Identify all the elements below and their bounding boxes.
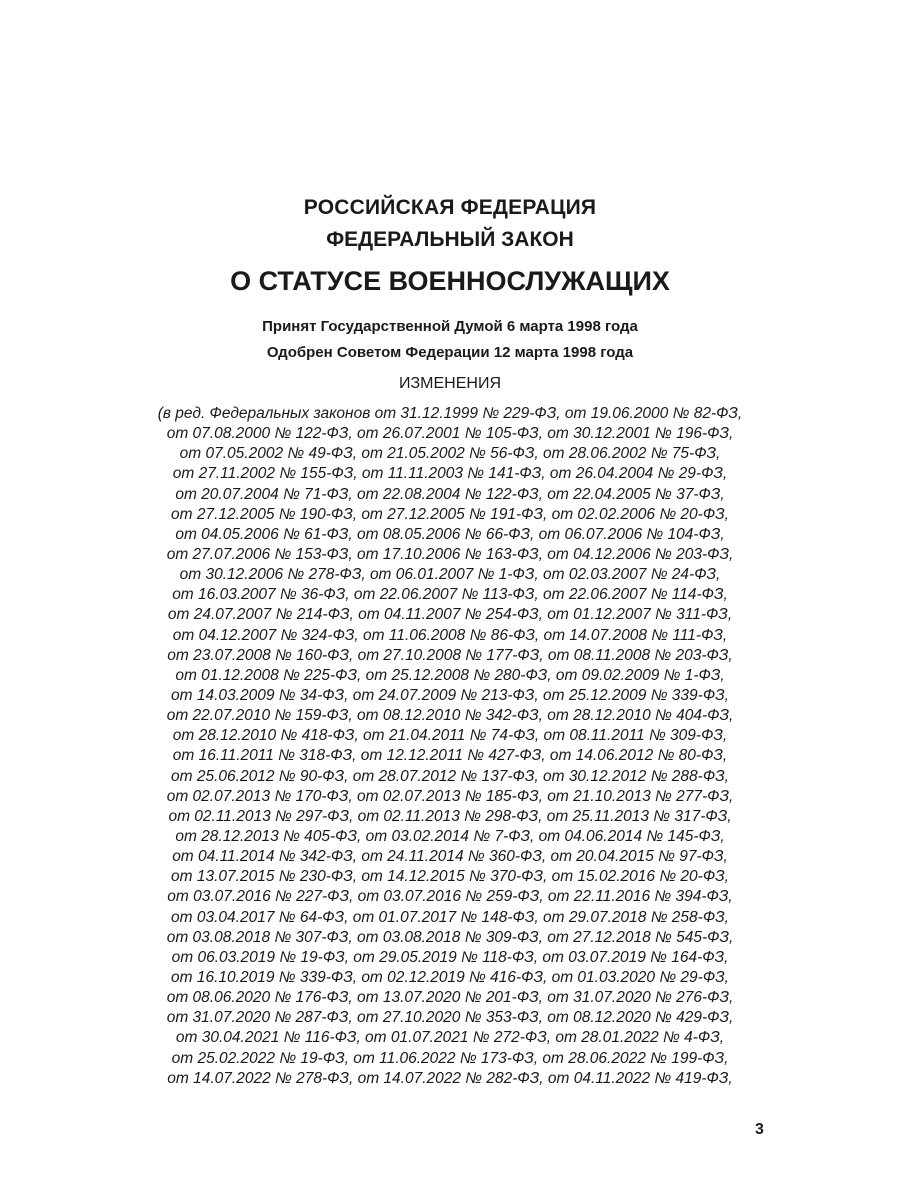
law-title: О СТАТУСЕ ВОЕННОСЛУЖАЩИХ bbox=[230, 266, 670, 296]
amendment-line: от 31.07.2020 № 287-ФЗ, от 27.10.2020 № 353-ФЗ, от 08.12.2020 № 429-ФЗ, bbox=[166, 1009, 734, 1027]
amendment-line: от 28.12.2010 № 418-ФЗ, от 21.04.2011 № 74-ФЗ, от 08.11.2011 № 309-ФЗ, bbox=[172, 727, 728, 745]
adoption-duma-line: Принят Государственной Думой 6 марта 1998 года bbox=[262, 318, 638, 335]
page-number: 3 bbox=[755, 1121, 764, 1138]
amendment-line: от 16.10.2019 № 339-ФЗ, от 02.12.2019 № 416-ФЗ, от 01.03.2020 № 29-ФЗ, bbox=[171, 968, 729, 986]
country-heading: РОССИЙСКАЯ ФЕДЕРАЦИЯ bbox=[303, 196, 597, 219]
amendment-line: (в ред. Федеральных законов от 31.12.1999 № 229-ФЗ, от 19.06.2000 № 82-ФЗ, bbox=[157, 405, 743, 422]
amendment-line: от 27.07.2006 № 153-ФЗ, от 17.10.2006 № 163-ФЗ, от 04.12.2006 № 203-ФЗ, bbox=[166, 545, 734, 563]
amendment-line: от 08.06.2020 № 176-ФЗ, от 13.07.2020 № 201-ФЗ, от 31.07.2020 № 276-ФЗ, bbox=[166, 989, 734, 1007]
amendment-line: от 06.03.2019 № 19-ФЗ, от 29.05.2019 № 118-ФЗ, от 03.07.2019 № 164-ФЗ, bbox=[171, 948, 729, 966]
amendment-line: от 04.12.2007 № 324-ФЗ, от 11.06.2008 № 86-ФЗ, от 14.07.2008 № 111-ФЗ, bbox=[172, 626, 728, 644]
amendment-line: от 28.12.2013 № 405-ФЗ, от 03.02.2014 № 7-ФЗ, от 04.06.2014 № 145-ФЗ, bbox=[175, 827, 725, 845]
amendment-line: от 03.07.2016 № 227-ФЗ, от 03.07.2016 № 259-ФЗ, от 22.11.2016 № 394-ФЗ, bbox=[167, 888, 733, 906]
amendment-line: от 04.11.2014 № 342-ФЗ, от 24.11.2014 № 360-ФЗ, от 20.04.2015 № 97-ФЗ, bbox=[172, 848, 728, 866]
document-type-heading: ФЕДЕРАЛЬНЫЙ ЗАКОН bbox=[326, 228, 574, 251]
amendments-list bbox=[0, 404, 900, 1089]
amendment-line: от 25.02.2022 № 19-ФЗ, от 11.06.2022 № 173-ФЗ, от 28.06.2022 № 199-ФЗ, bbox=[171, 1049, 729, 1067]
amendment-line: от 22.07.2010 № 159-ФЗ, от 08.12.2010 № 342-ФЗ, от 28.12.2010 № 404-ФЗ, bbox=[166, 707, 734, 725]
amendment-line: от 07.08.2000 № 122-ФЗ, от 26.07.2001 № 105-ФЗ, от 30.12.2001 № 196-ФЗ, bbox=[166, 425, 734, 443]
amendment-line: от 03.04.2017 № 64-ФЗ, от 01.07.2017 № 148-ФЗ, от 29.07.2018 № 258-ФЗ, bbox=[171, 908, 729, 926]
changes-heading: ИЗМЕНЕНИЯ bbox=[399, 375, 501, 392]
amendment-line: от 16.03.2007 № 36-ФЗ, от 22.06.2007 № 113-ФЗ, от 22.06.2007 № 114-ФЗ, bbox=[172, 586, 728, 604]
amendment-line: от 16.11.2011 № 318-ФЗ, от 12.12.2011 № 427-ФЗ, от 14.06.2012 № 80-ФЗ, bbox=[172, 747, 728, 765]
amendment-line: от 14.03.2009 № 34-ФЗ, от 24.07.2009 № 213-ФЗ, от 25.12.2009 № 339-ФЗ, bbox=[171, 686, 729, 704]
amendment-line: от 25.06.2012 № 90-ФЗ, от 28.07.2012 № 137-ФЗ, от 30.12.2012 № 288-ФЗ, bbox=[171, 767, 729, 785]
amendment-line: от 02.11.2013 № 297-ФЗ, от 02.11.2013 № 298-ФЗ, от 25.11.2013 № 317-ФЗ, bbox=[168, 807, 732, 825]
amendment-line: от 27.12.2005 № 190-ФЗ, от 27.12.2005 № 191-ФЗ, от 02.02.2006 № 20-ФЗ, bbox=[171, 505, 729, 523]
adoption-council-line: Одобрен Советом Федерации 12 марта 1998 года bbox=[266, 344, 634, 361]
amendment-line: от 03.08.2018 № 307-ФЗ, от 03.08.2018 № 309-ФЗ, от 27.12.2018 № 545-ФЗ, bbox=[166, 928, 734, 946]
amendment-line: от 02.07.2013 № 170-ФЗ, от 02.07.2013 № 185-ФЗ, от 21.10.2013 № 277-ФЗ, bbox=[166, 787, 734, 805]
amendment-line: от 13.07.2015 № 230-ФЗ, от 14.12.2015 № 370-ФЗ, от 15.02.2016 № 20-ФЗ, bbox=[171, 868, 729, 886]
amendment-line: от 24.07.2007 № 214-ФЗ, от 04.11.2007 № 254-ФЗ, от 01.12.2007 № 311-ФЗ, bbox=[167, 606, 733, 624]
amendment-line: от 01.12.2008 № 225-ФЗ, от 25.12.2008 № 280-ФЗ, от 09.02.2009 № 1-ФЗ, bbox=[175, 666, 725, 684]
amendment-line: от 20.07.2004 № 71-ФЗ, от 22.08.2004 № 122-ФЗ, от 22.04.2005 № 37-ФЗ, bbox=[175, 485, 725, 503]
amendment-line: от 07.05.2002 № 49-ФЗ, от 21.05.2002 № 56-ФЗ, от 28.06.2002 № 75-ФЗ, bbox=[179, 445, 721, 463]
amendment-line: от 30.04.2021 № 116-ФЗ, от 01.07.2021 № 272-ФЗ, от 28.01.2022 № 4-ФЗ, bbox=[175, 1029, 725, 1047]
amendment-line: от 23.07.2008 № 160-ФЗ, от 27.10.2008 № 177-ФЗ, от 08.11.2008 № 203-ФЗ, bbox=[167, 646, 733, 664]
amendment-line: от 14.07.2022 № 278-ФЗ, от 14.07.2022 № 282-ФЗ, от 04.11.2022 № 419-ФЗ, bbox=[167, 1069, 733, 1087]
amendment-line: от 27.11.2002 № 155-ФЗ, от 11.11.2003 № 141-ФЗ, от 26.04.2004 № 29-ФЗ, bbox=[172, 465, 728, 483]
amendment-line: от 04.05.2006 № 61-ФЗ, от 08.05.2006 № 66-ФЗ, от 06.07.2006 № 104-ФЗ, bbox=[175, 525, 725, 543]
amendment-line: от 30.12.2006 № 278-ФЗ, от 06.01.2007 № 1-ФЗ, от 02.03.2007 № 24-ФЗ, bbox=[179, 566, 721, 584]
